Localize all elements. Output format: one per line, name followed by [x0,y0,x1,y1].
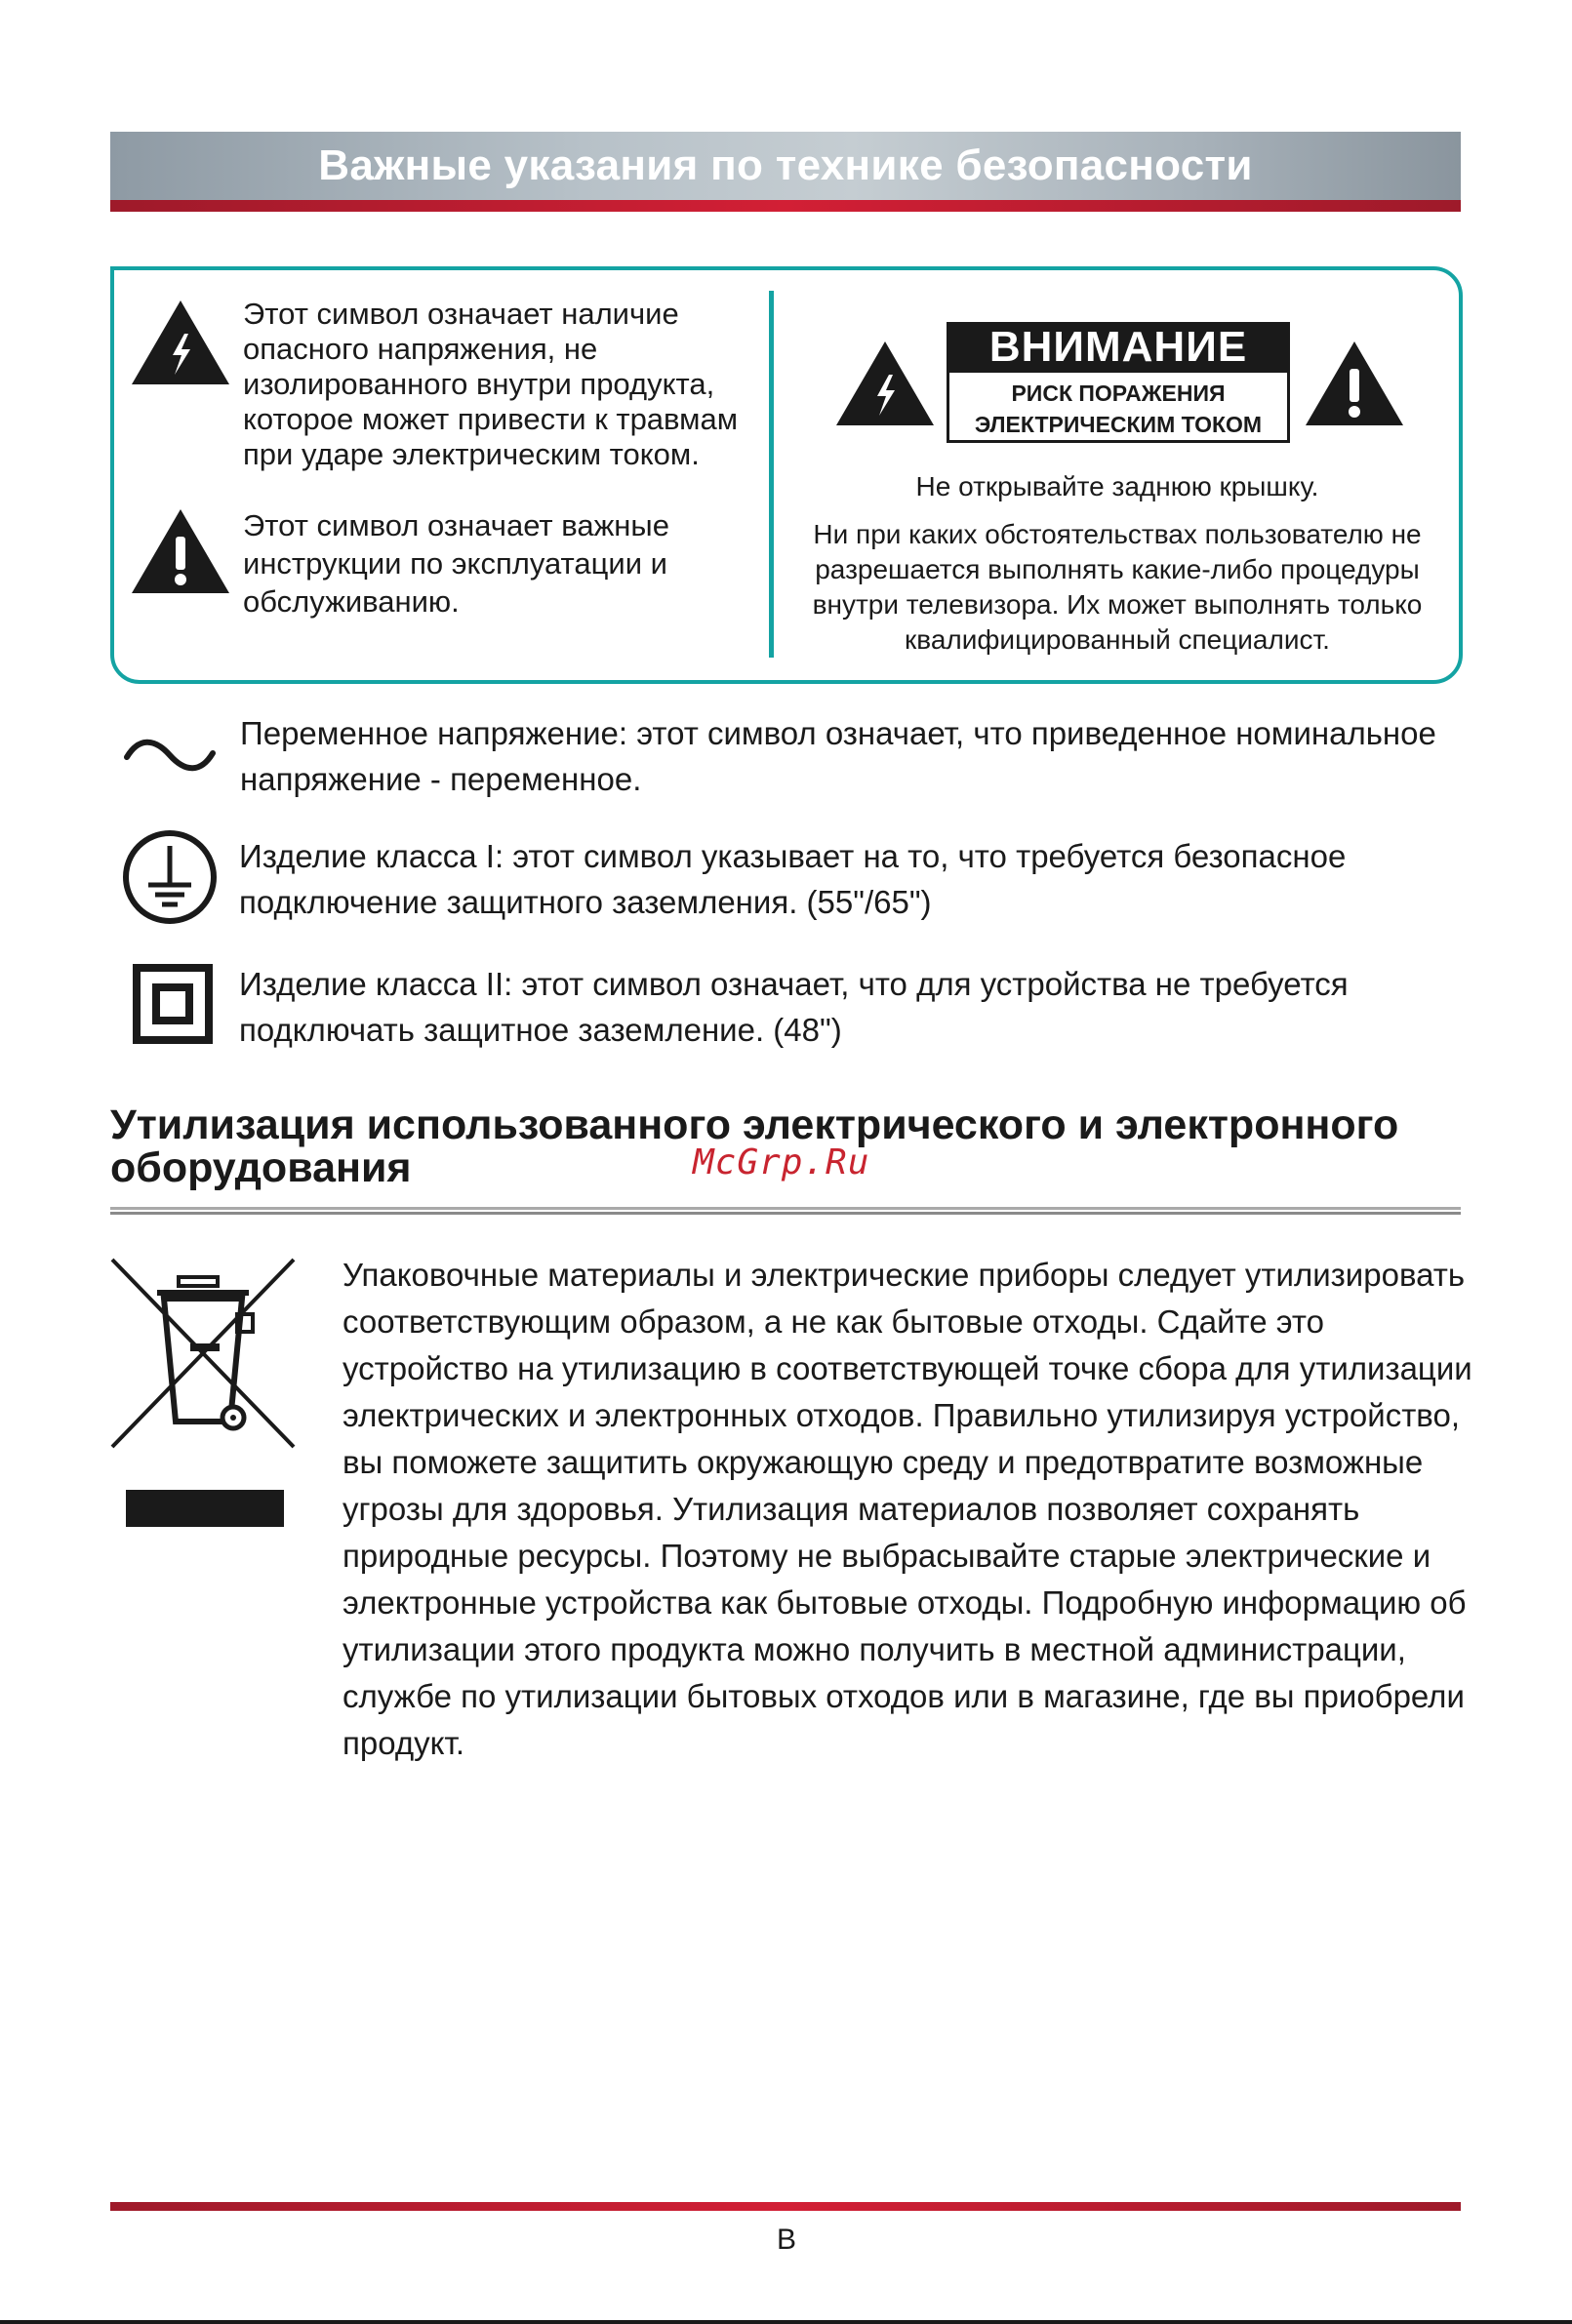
watermark: McGrp.Ru [693,1142,870,1182]
service-note: Ни при каких обстоятельствах пользователю не разрешается выполнять какие-либо процедуры внутри телевизора. Их может выполнять только квалифицированный специалист. [812,519,1423,655]
footer-red-rule [110,2202,1461,2211]
lightning-warning-icon [130,299,231,386]
caution-subtitle: РИСК ПОРАЖЕНИЯ ЭЛЕКТРИЧЕСКИМ ТОКОМ [974,381,1263,437]
crossed-bin-icon [110,1256,296,1451]
double-insulation-icon [133,964,213,1044]
header-banner [110,132,1461,200]
ac-voltage-text: Переменное напряжение: этот символ означает, что приведенное номинальное напряжение - переменное. [240,715,1436,797]
voltage-warning-text: Этот символ означает наличие опасного напряжения, не изолированного внутри продукта, которое может привести к травмам при ударе электрическим током. [243,297,739,471]
section-title: Утилизация использованного электрического и электронного оборудования [110,1102,1399,1191]
page-title: Важные указания по технике безопасности [318,141,1253,189]
instruction-warning-text: Этот символ означает важные инструкции по эксплуатации и обслуживанию. [243,508,669,619]
section-rule [110,1212,1461,1215]
header-red-rule [110,200,1461,212]
ac-wave-icon [123,734,217,777]
class-1-text: Изделие класса I: этот символ указывает на то, что требуется безопасное подключение защитного заземления. (55"/65") [239,838,1347,920]
section-rule [110,1207,1461,1210]
weee-bar [126,1490,284,1527]
page-number: В [776,2224,796,2256]
disposal-body: Упаковочные материалы и электрические приборы следует утилизировать соответствующим образом, а не как бытовые отходы. Сдайте это устройство на утилизацию в соответствующей точке сбора для утилизации электрических и электронных отходов. Правильно утилизируя устройство, вы поможете защитить окружающую среду и предотвратите возможные угрозы для здоровья. Утилизация материалов позволяет сохранять природные ресурсы. Поэтому не выбрасывайте старые электрические и электронные устройства как бытовые отходы. Подробную информацию об утилизации этого продукта можно получить в местной администрации, службе по утилизации бытовых отходов или в магазине, где вы приобрели продукт. [343,1257,1472,1761]
bottom-edge [0,2320,1572,2324]
lightning-warning-icon [834,340,936,427]
protective-earth-icon [121,828,219,926]
exclamation-warning-icon [1304,340,1405,427]
exclamation-warning-icon [130,507,231,595]
cover-note: Не открывайте заднюю крышку. [915,471,1319,501]
caution-title: ВНИМАНИЕ [947,322,1290,373]
class-2-text: Изделие класса II: этот символ означает, что для устройства не требуется подключать защитное заземление. (48") [239,966,1349,1048]
